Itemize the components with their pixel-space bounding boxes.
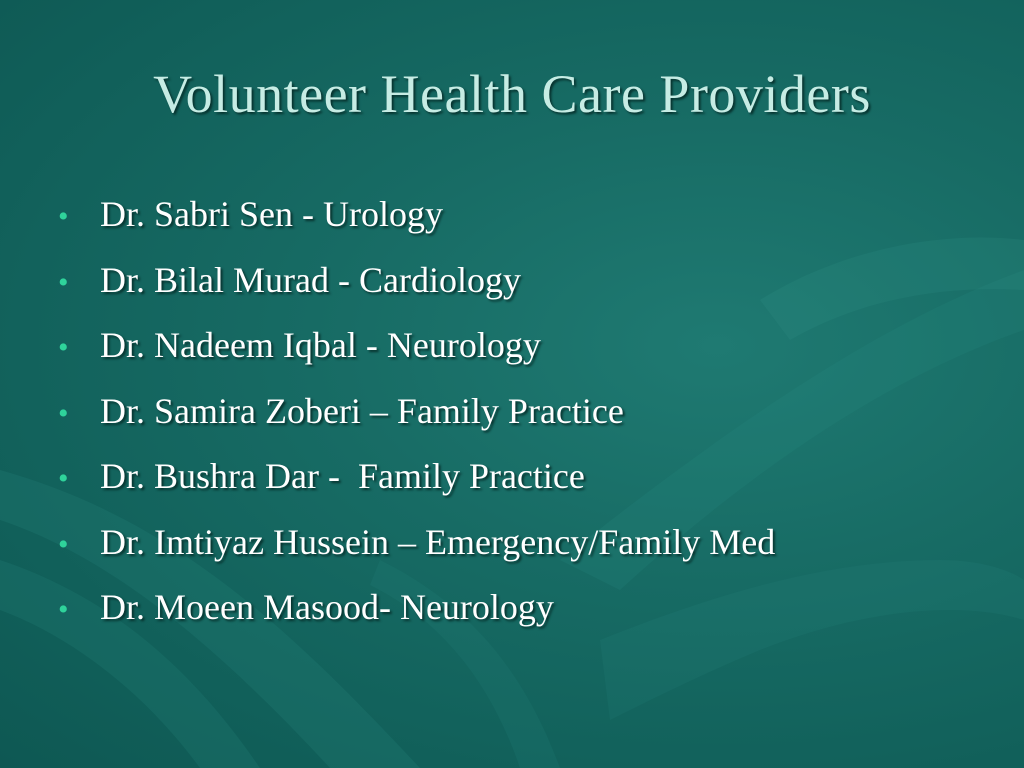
provider-entry: Dr. Imtiyaz Hussein – Emergency/Family Med xyxy=(100,521,776,562)
slide-title: Volunteer Health Care Providers xyxy=(153,64,871,124)
provider-list xyxy=(58,190,998,649)
bullet-dot-icon: • xyxy=(58,527,69,561)
bullet-dot-icon: • xyxy=(58,396,69,430)
provider-entry: Dr. Sabri Sen - Urology xyxy=(100,194,443,234)
bullet-dot-icon: • xyxy=(58,593,69,626)
list-item xyxy=(58,321,998,387)
bullet-dot-icon: • xyxy=(58,331,69,364)
provider-entry: Dr. Nadeem Iqbal - Neurology xyxy=(100,325,541,365)
list-item xyxy=(58,518,998,584)
list-item xyxy=(58,452,998,518)
list-item xyxy=(58,190,998,256)
bullet-dot-icon: • xyxy=(58,200,69,233)
list-item xyxy=(58,256,998,322)
list-item xyxy=(58,387,998,453)
bullet-dot-icon: • xyxy=(58,265,69,299)
provider-entry: Dr. Moeen Masood- Neurology xyxy=(100,587,554,627)
list-item xyxy=(58,583,998,649)
provider-entry: Dr. Bushra Dar - Family Practice xyxy=(100,456,585,496)
provider-entry: Dr. Bilal Murad - Cardiology xyxy=(100,259,521,300)
bullet-dot-icon: • xyxy=(58,462,69,495)
provider-entry: Dr. Samira Zoberi – Family Practice xyxy=(100,390,624,431)
